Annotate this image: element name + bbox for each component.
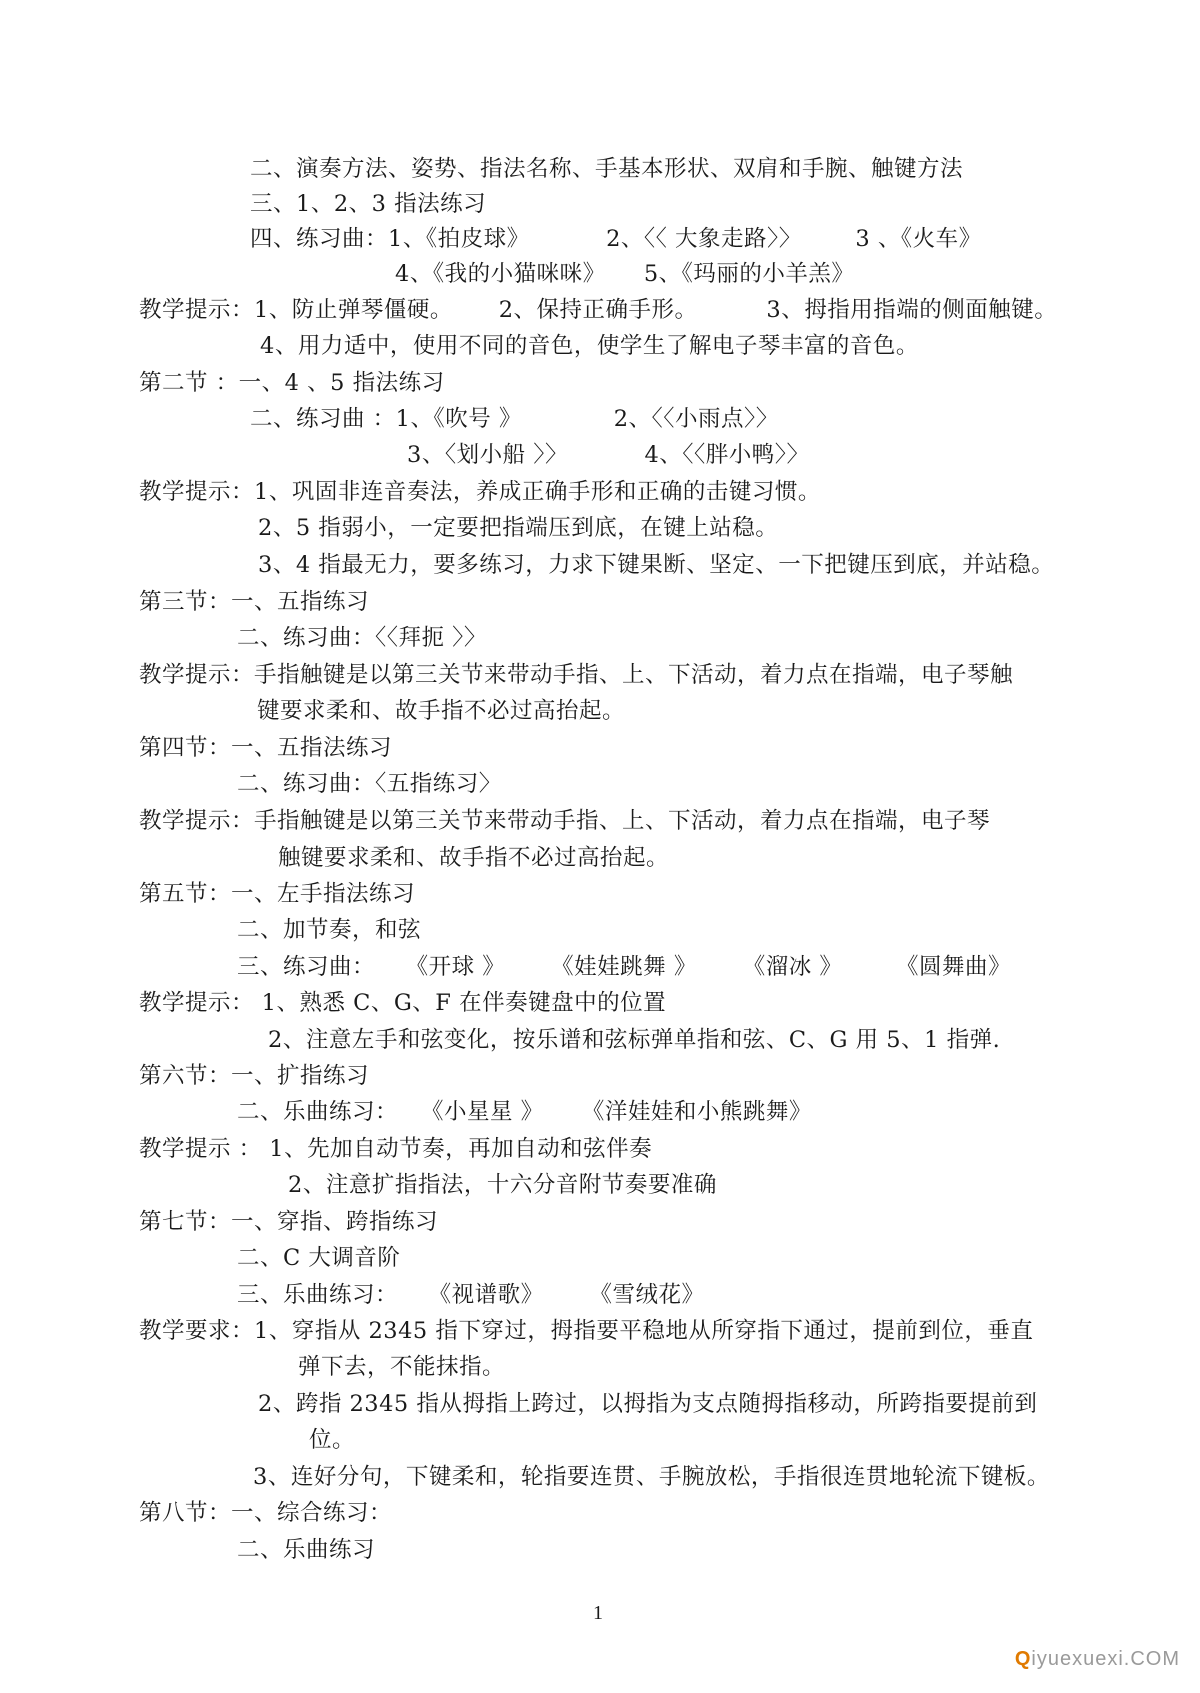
text-line: 教学提示： 1、熟悉 C、G、F 在伴奏键盘中的位置	[139, 990, 667, 1016]
text-line: 二、演奏方法、姿势、指法名称、手基本形状、双肩和手腕、触键方法	[250, 156, 964, 182]
text-line: 二、乐曲练习	[237, 1537, 376, 1563]
text-line: 3、连好分句，下键柔和，轮指要连贯、手腕放松，手指很连贯地轮流下键板。	[253, 1464, 1050, 1490]
text-line: 教学提示：1、巩固非连音奏法，养成正确手形和正确的击键习惯。	[139, 479, 821, 505]
text-line: 2、注意扩指指法，十六分音附节奏要准确	[288, 1172, 717, 1198]
text-line: 二、练习曲：〈〈拜扼 〉〉	[237, 625, 487, 651]
text-line: 第三节：一、五指练习	[139, 589, 370, 615]
text-line: 教学提示 ： 1、先加自动节奏，再加自动和弦伴奏	[139, 1136, 653, 1162]
text-line: 第五节：一、左手指法练习	[139, 881, 416, 907]
text-line: 四、练习曲：1、《拍皮球》 2、〈〈 大象走路〉〉 3 、《火车》	[250, 226, 982, 252]
text-line: 触键要求柔和、故手指不必过高抬起。	[278, 845, 670, 871]
text-line: 三、练习曲： 《开球 》 《娃娃跳舞 》 《溜冰 》 《圆舞曲》	[237, 954, 1011, 980]
text-line: 二、练习曲 ：1、《吹号 》 2、〈〈小雨点〉〉	[250, 406, 779, 432]
text-line: 第八节：一、综合练习：	[139, 1500, 393, 1526]
text-line: 3、〈划小船 〉〉 4、〈〈胖小鸭〉〉	[407, 442, 810, 468]
text-line: 三、乐曲练习： 《视谱歌》 《雪绒花》	[237, 1282, 705, 1308]
text-line: 教学提示：手指触键是以第三关节来带动手指、上、下活动，着力点在指端，电子琴	[139, 808, 991, 834]
text-line: 3、4 指最无力，要多练习，力求下键果断、坚定、一下把键压到底，并站稳。	[258, 552, 1055, 578]
text-line: 教学提示：手指触键是以第三关节来带动手指、上、下活动，着力点在指端，电子琴触	[139, 662, 1014, 688]
text-line: 2、注意左手和弦变化，按乐谱和弦标弹单指和弦、C、G 用 5、1 指弹.	[268, 1027, 1001, 1053]
text-line: 4、《我的小猫咪咪》 5、《玛丽的小羊羔》	[395, 261, 855, 287]
page-number: 1	[593, 1602, 603, 1624]
text-line: 二、乐曲练习： 《小星星 》 《洋娃娃和小熊跳舞》	[237, 1099, 812, 1125]
text-line: 位。	[309, 1427, 356, 1453]
text-line: 4、用力适中，使用不同的音色，使学生了解电子琴丰富的音色。	[260, 333, 919, 359]
text-line: 教学要求：1、穿指从 2345 指下穿过，拇指要平稳地从所穿指下通过，提前到位，垂直	[139, 1318, 1034, 1344]
text-line: 键要求柔和、故手指不必过高抬起。	[257, 698, 626, 724]
text-line: 二、加节奏，和弦	[237, 917, 422, 943]
text-line: 二、C 大调音阶	[237, 1245, 401, 1271]
text-line: 二、练习曲：〈五指练习〉	[237, 771, 502, 797]
text-line: 三、1、2、3 指法练习	[250, 191, 487, 217]
text-line: 第四节：一、五指法练习	[139, 735, 393, 761]
text-line: 第七节：一、穿指、跨指练习	[139, 1209, 439, 1235]
text-line: 第六节：一、扩指练习	[139, 1063, 370, 1089]
site-watermark: Qiyuexuexi.COM	[1014, 1648, 1180, 1670]
text-line: 弹下去，不能抹指。	[298, 1354, 506, 1380]
text-line: 2、5 指弱小，一定要把指端压到底，在键上站稳。	[258, 515, 779, 541]
text-line: 第二节 ：一、4 、5 指法练习	[139, 370, 445, 396]
text-line: 2、跨指 2345 指从拇指上跨过，以拇指为支点随拇指移动，所跨指要提前到	[258, 1391, 1038, 1417]
text-line: 教学提示：1、防止弹琴僵硬。 2、保持正确手形。 3、拇指用指端的侧面触键。	[139, 297, 1058, 323]
